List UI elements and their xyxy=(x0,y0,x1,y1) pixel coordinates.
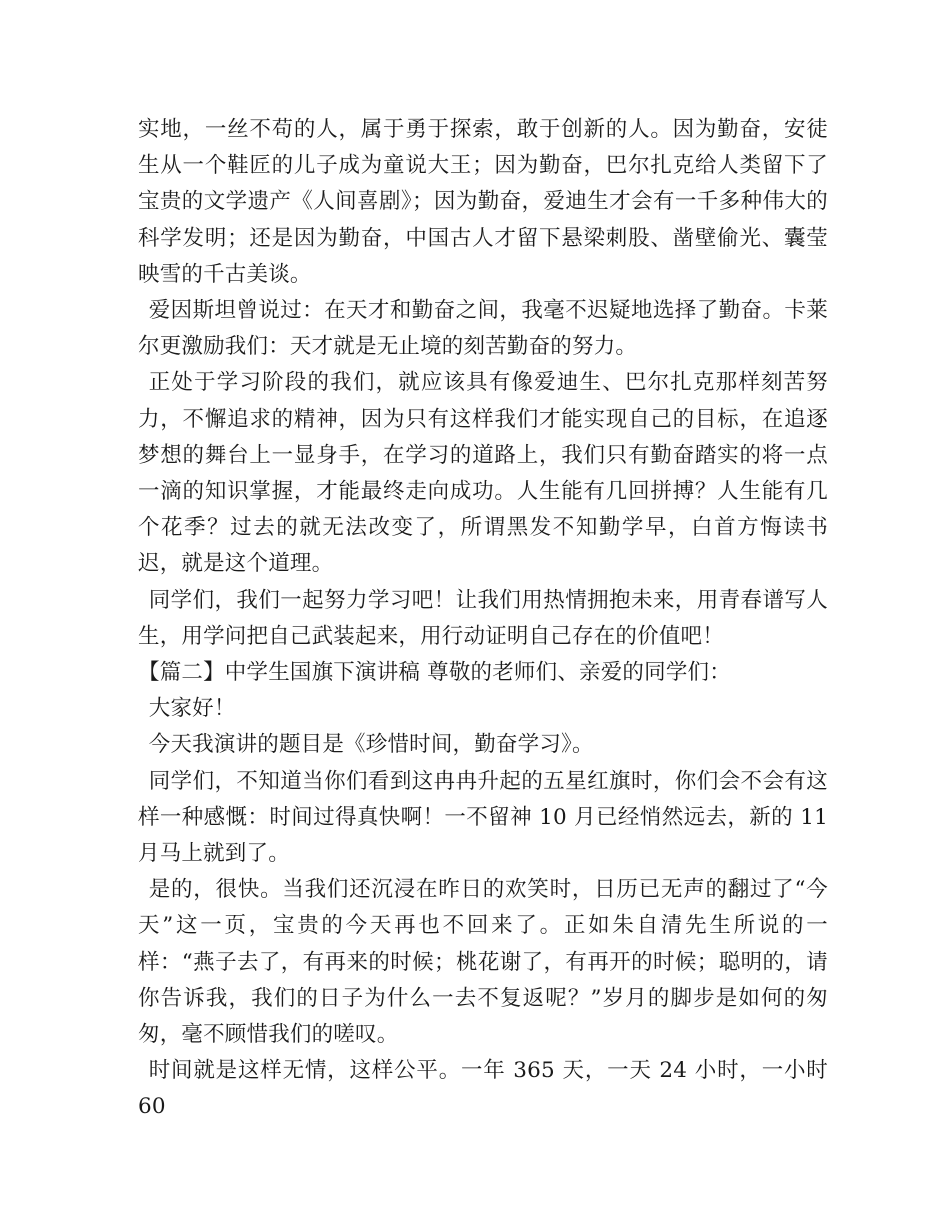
document-body xyxy=(138,112,828,1126)
paragraph-9: 是的，很快。当我们还沉浸在昨日的欢笑时，日历已无声的翻过了“今天”这一页，宝贵的今天再也不回来了。正如朱自清先生所说的一样：“燕子去了，有再来的时候；桃花谢了，有再开的时候；聪明的，请你告诉我，我们的日子为什么一去不复返呢？”岁月的脚步是如何的匆匆，毫不顾惜我们的嗟叹。 xyxy=(138,877,828,1048)
speech-title-line: 今天我演讲的题目是《珍惜时间，勤奋学习》。 xyxy=(148,732,594,758)
paragraph-2: 爱因斯坦曾说过：在天才和勤奋之间，我毫不迟疑地选择了勤奋。卡莱尔更激励我们：天才就是无止境的刻苦勤奋的努力。 xyxy=(138,298,828,360)
greeting: 大家好！ xyxy=(148,696,236,722)
paragraph-1: 实地，一丝不苟的人，属于勇于探索，敢于创新的人。因为勤奋，安徒生从一个鞋匠的儿子成为童说大王；因为勤奋，巴尔扎克给人类留下了宝贵的文学遗产《人间喜剧》；因为勤奋，爱迪生才会有一千多种伟大的科学发明；还是因为勤奋，中国古人才留下悬梁刺股、凿壁偷光、囊莹映雪的千古美谈。 xyxy=(138,117,828,287)
paragraph-4: 同学们，我们一起努力学习吧！让我们用热情拥抱未来，用青春谱写人生，用学问把自己武装起来，用行动证明自己存在的价值吧！ xyxy=(138,587,828,649)
paragraph-3: 正处于学习阶段的我们，就应该具有像爱迪生、巴尔扎克那样刻苦努力，不懈追求的精神，因为只有这样我们才能实现自己的目标，在追逐梦想的舞台上一显身手，在学习的道路上，我们只有勤奋踏实的将一点一滴的知识掌握，才能最终走向成功。人生能有几回拼搏？人生能有几个花季？过去的就无法改变了，所谓黑发不知勤学早，白首方悔读书迟，就是这个道理。 xyxy=(138,370,828,577)
section-heading: 【篇二】中学生国旗下演讲稿 尊敬的老师们、亲爱的同学们： xyxy=(138,660,731,686)
paragraph-10: 时间就是这样无情，这样公平。一年 365 天，一天 24 小时，一小时 60 xyxy=(138,1058,828,1120)
paragraph-8: 同学们，不知道当你们看到这冉冉升起的五星红旗时，你们会不会有这样一种感慨：时间过得真快啊！一不留神 10 月已经悄然远去，新的 11 月马上就到了。 xyxy=(138,768,828,867)
